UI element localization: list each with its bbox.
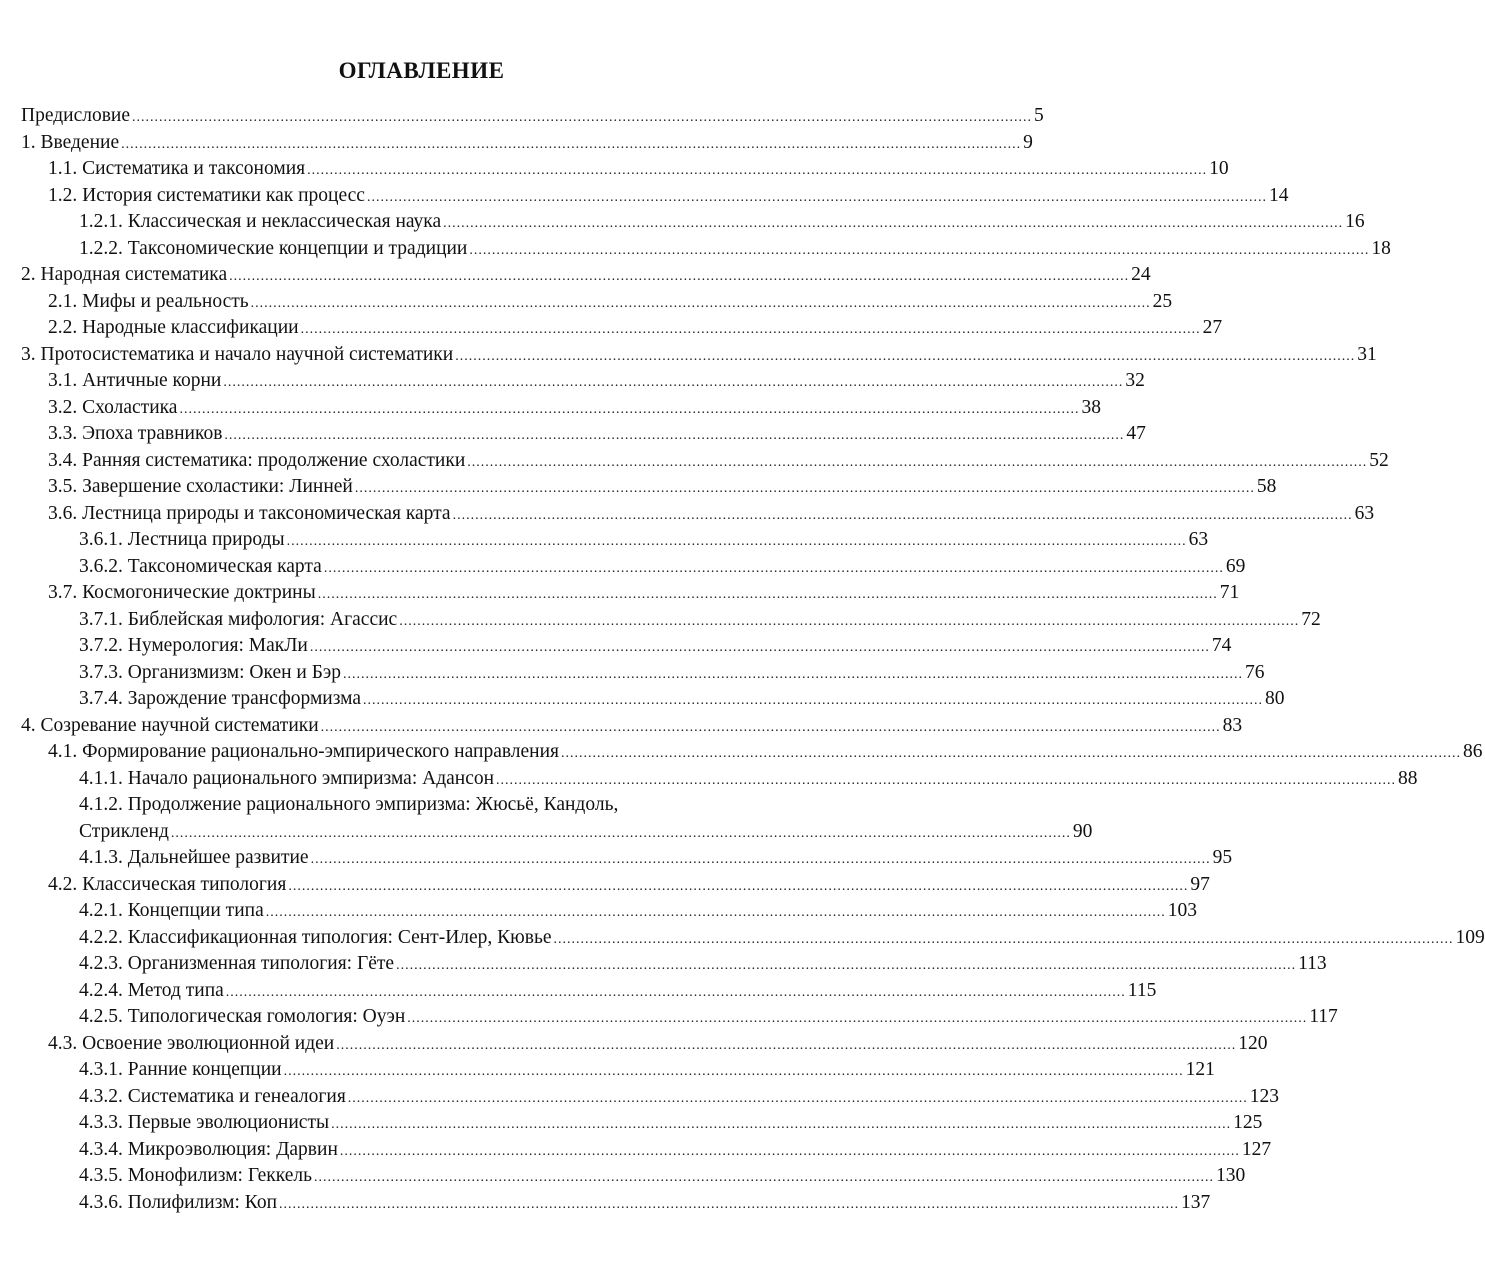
toc-entry-label: 2.1. Мифы и реальность xyxy=(48,290,249,312)
toc-entry-label: 3.5. Завершение схоластики: Линней xyxy=(48,476,353,497)
toc-entry xyxy=(0,289,1173,316)
dot-leader: ........................................................................................................................................................................................................ xyxy=(317,587,1218,602)
dot-leader: ........................................................................................................................................................................................................ xyxy=(455,348,1356,364)
toc-entry-label: 4.2. Классическая типология xyxy=(48,873,287,895)
toc-entry xyxy=(0,236,1391,263)
dot-leader: ........................................................................................................................................................................................................ xyxy=(320,719,1221,735)
toc-entry xyxy=(0,660,1265,687)
toc-page-number: 5 xyxy=(1034,105,1044,126)
toc-page-number: 97 xyxy=(1190,873,1210,895)
toc-page-number: 31 xyxy=(1357,343,1377,365)
toc-entry-label: 4.3.6. Полифилизм: Коп xyxy=(79,1191,278,1213)
toc-page-number: 14 xyxy=(1268,184,1289,206)
toc-page-number: 27 xyxy=(1202,317,1223,338)
toc-entry xyxy=(0,925,1485,952)
toc-entry-label: 4.1.1. Начало рационального эмпиризма: Адансон xyxy=(79,767,495,789)
toc-entry xyxy=(0,130,1033,157)
dot-leader: ........................................................................................................................................................................................................ xyxy=(443,216,1344,231)
toc-entry xyxy=(0,872,1210,899)
toc-entry-label: 4.2.1. Концепции типа xyxy=(79,900,264,921)
toc-entry-label: 2. Народная систематика xyxy=(21,264,228,285)
toc-entry-label: 4.1.3. Дальнейшее развитие xyxy=(79,847,309,868)
toc-entry-label: Предисловие xyxy=(21,105,131,126)
toc-entry-label: 4.3.4. Микроэволюция: Дарвин xyxy=(79,1138,338,1160)
dot-leader: ........................................................................................................................................................................................................ xyxy=(132,110,1033,125)
toc-entry-label: 3.7. Космогонические доктрины xyxy=(48,582,316,603)
toc-page-number: 47 xyxy=(1126,423,1146,444)
toc-entry xyxy=(0,501,1375,528)
toc-page-number: 115 xyxy=(1127,979,1157,1001)
toc-entry-label: 3.7.1. Библейская мифология: Агассис xyxy=(79,608,398,630)
toc-entry xyxy=(0,209,1365,236)
toc-entry-label: 2.2. Народные классификации xyxy=(48,317,299,338)
toc-entry xyxy=(0,951,1327,978)
toc-entry-label: 3.4. Ранняя систематика: продолжение схоластики xyxy=(48,449,466,471)
toc-entry-label: 4.2.5. Типологическая гомология: Оуэн xyxy=(79,1006,406,1027)
table-of-contents xyxy=(0,103,1485,1216)
toc-page-number: 10 xyxy=(1209,158,1229,179)
toc-entry xyxy=(0,686,1285,713)
toc-entry-label: 3.7.3. Организмизм: Окен и Бэр xyxy=(79,661,342,683)
dot-leader: ........................................................................................................................................................................................................ xyxy=(314,1170,1215,1185)
toc-entry-label: 4.1. Формирование рационально-эмпирического направления xyxy=(48,741,560,762)
dot-leader: ........................................................................................................................................................................................................ xyxy=(354,481,1255,496)
toc-page-number: 74 xyxy=(1211,635,1232,656)
toc-entry xyxy=(0,103,1044,130)
toc-entry xyxy=(0,580,1240,607)
toc-entry xyxy=(0,1057,1215,1084)
toc-entry xyxy=(0,739,1483,766)
toc-entry xyxy=(0,527,1209,554)
toc-entry-label: 3.7.2. Нумерология: МакЛи xyxy=(79,635,308,656)
dot-leader: ........................................................................................................................................................................................................ xyxy=(279,1196,1180,1212)
dot-leader: ........................................................................................................................................................................................................ xyxy=(223,375,1124,390)
toc-entry-label: 1.1. Систематика и таксономия xyxy=(48,158,306,179)
toc-page-number: 25 xyxy=(1152,290,1173,312)
toc-page-number: 32 xyxy=(1125,370,1145,391)
toc-entry xyxy=(0,315,1223,342)
toc-entry-label: 3.3. Эпоха травников xyxy=(48,423,223,444)
toc-page-number: 71 xyxy=(1219,582,1240,603)
dot-leader: ........................................................................................................................................................................................................ xyxy=(339,1143,1240,1159)
page-title: ОГЛАВЛЕНИЕ xyxy=(338,58,505,83)
toc-entry xyxy=(0,1004,1338,1031)
toc-page-number: 109 xyxy=(1455,926,1485,948)
dot-leader: ........................................................................................................................................................................................................ xyxy=(407,1011,1308,1026)
dot-leader: ........................................................................................................................................................................................................ xyxy=(307,163,1208,178)
toc-entry xyxy=(0,262,1151,289)
toc-entry-label: 4.2.2. Классификационная типология: Сент-Илер, Кювье xyxy=(79,926,552,948)
dot-leader: ........................................................................................................................................................................................................ xyxy=(496,772,1397,788)
toc-entry xyxy=(0,368,1145,395)
toc-page-number: 80 xyxy=(1265,688,1285,709)
dot-leader: ........................................................................................................................................................................................................ xyxy=(283,1064,1184,1079)
toc-page-number: 103 xyxy=(1167,900,1197,921)
toc-entry-label: 1.2. История систематики как процесс xyxy=(48,184,365,206)
toc-entry xyxy=(0,342,1377,369)
toc-page-number: 117 xyxy=(1309,1006,1338,1027)
toc-page-number: 24 xyxy=(1131,264,1151,285)
toc-entry-label: 3. Протосистематика и начало научной систематики xyxy=(21,343,454,365)
toc-entry xyxy=(0,474,1277,501)
dot-leader: ........................................................................................................................................................................................................ xyxy=(561,746,1462,761)
dot-leader: ........................................................................................................................................................................................................ xyxy=(225,984,1126,1000)
toc-entry xyxy=(0,1137,1272,1164)
toc-page-number: 137 xyxy=(1181,1191,1211,1213)
toc-entry-label: 3.1. Античные корни xyxy=(48,370,222,391)
toc-entry xyxy=(0,978,1157,1005)
toc-page-number: 9 xyxy=(1023,131,1033,153)
toc-entry-label: 1.2.2. Таксономические концепции и традиции xyxy=(79,237,468,259)
dot-leader: ........................................................................................................................................................................................................ xyxy=(309,640,1210,655)
toc-entry-label: 3.2. Схоластика xyxy=(48,396,178,418)
toc-page-number: 52 xyxy=(1369,449,1389,471)
toc-page-number: 63 xyxy=(1188,529,1209,550)
toc-entry-label: 4.1.2. Продолжение рационального эмпиризма: Жюсьё, Кандоль, xyxy=(79,794,619,815)
dot-leader: ........................................................................................................................................................................................................ xyxy=(452,507,1353,523)
dot-leader: ........................................................................................................................................................................................................ xyxy=(310,852,1211,867)
dot-leader: ........................................................................................................................................................................................................ xyxy=(366,189,1267,205)
toc-entry xyxy=(0,395,1101,422)
toc-page-number: 123 xyxy=(1249,1085,1280,1107)
toc-entry-label: 3.6. Лестница природы и таксономическая карта xyxy=(48,502,451,524)
dot-leader: ........................................................................................................................................................................................................ xyxy=(250,295,1151,311)
toc-page-number: 113 xyxy=(1298,953,1327,974)
dot-leader: ........................................................................................................................................................................................................ xyxy=(399,613,1300,629)
toc-entry-label: 4.3. Освоение эволюционной идеи xyxy=(48,1032,335,1054)
toc-entry xyxy=(0,156,1229,183)
toc-page-number: 121 xyxy=(1185,1059,1215,1080)
dot-leader: ........................................................................................................................................................................................................ xyxy=(179,401,1080,417)
toc-entry xyxy=(0,448,1389,475)
toc-entry xyxy=(0,633,1232,660)
toc-page-number: 16 xyxy=(1345,211,1365,232)
toc-entry xyxy=(0,898,1197,925)
toc-entry-label: 4.3.2. Систематика и генеалогия xyxy=(79,1085,346,1107)
toc-entry-label: 3.6.2. Таксономическая карта xyxy=(79,555,322,577)
toc-entry xyxy=(0,183,1289,210)
toc-entry xyxy=(0,1031,1268,1058)
dot-leader: ........................................................................................................................................................................................................ xyxy=(396,958,1297,973)
toc-entry xyxy=(0,607,1321,634)
dot-leader: ........................................................................................................................................................................................................ xyxy=(170,825,1071,841)
toc-page-number: 130 xyxy=(1216,1165,1246,1186)
toc-entry xyxy=(0,845,1233,872)
dot-leader: ........................................................................................................................................................................................................ xyxy=(265,905,1166,920)
toc-page-number: 76 xyxy=(1245,661,1265,683)
dot-leader: ........................................................................................................................................................................................................ xyxy=(363,693,1264,708)
dot-leader: ........................................................................................................................................................................................................ xyxy=(229,269,1130,284)
toc-page-number: 88 xyxy=(1398,767,1418,789)
toc-page-number: 58 xyxy=(1256,476,1277,497)
dot-leader: ........................................................................................................................................................................................................ xyxy=(300,322,1201,337)
toc-entry-continuation: Стрикленд xyxy=(79,820,169,842)
toc-page-number: 127 xyxy=(1241,1138,1272,1160)
toc-page-number: 86 xyxy=(1463,741,1483,762)
dot-leader: ........................................................................................................................................................................................................ xyxy=(288,878,1189,894)
dot-leader: ........................................................................................................................................................................................................ xyxy=(336,1037,1237,1053)
toc-entry xyxy=(0,1084,1280,1111)
dot-leader: ........................................................................................................................................................................................................ xyxy=(323,560,1224,576)
dot-leader: ........................................................................................................................................................................................................ xyxy=(121,136,1022,152)
toc-entry xyxy=(0,1190,1211,1217)
toc-page-number: 90 xyxy=(1072,820,1093,842)
toc-entry-label: 3.6.1. Лестница природы xyxy=(79,529,285,550)
dot-leader: ........................................................................................................................................................................................................ xyxy=(331,1117,1232,1132)
toc-page-number: 69 xyxy=(1225,555,1246,577)
toc-entry-label: 4. Созревание научной систематики xyxy=(21,714,319,736)
toc-entry xyxy=(0,421,1146,448)
toc-entry xyxy=(0,1110,1263,1137)
dot-leader: ........................................................................................................................................................................................................ xyxy=(469,242,1370,258)
dot-leader: ........................................................................................................................................................................................................ xyxy=(347,1090,1248,1106)
toc-entry-label: 3.7.4. Зарождение трансформизма xyxy=(79,688,362,709)
toc-page-number: 38 xyxy=(1081,396,1101,418)
toc-page-number: 83 xyxy=(1222,714,1243,736)
dot-leader: ........................................................................................................................................................................................................ xyxy=(467,454,1368,470)
toc-entry xyxy=(0,713,1243,740)
dot-leader: ........................................................................................................................................................................................................ xyxy=(343,666,1244,682)
toc-entry-label: 1. Введение xyxy=(21,131,120,153)
toc-entry-label: 4.3.3. Первые эволюционисты xyxy=(79,1112,330,1133)
toc-entry-label: 1.2.1. Классическая и неклассическая наука xyxy=(79,211,442,232)
toc-page-number: 125 xyxy=(1233,1112,1263,1133)
toc-page-number: 72 xyxy=(1301,608,1321,630)
toc-entry xyxy=(0,766,1418,793)
toc-entry-label: 4.2.4. Метод типа xyxy=(79,979,224,1001)
toc-entry xyxy=(0,1163,1246,1190)
toc-entry xyxy=(0,554,1246,581)
toc-entry-label: 4.3.1. Ранние концепции xyxy=(79,1059,282,1080)
toc-entry-label: 4.2.3. Организменная типология: Гёте xyxy=(79,953,395,974)
dot-leader: ........................................................................................................................................................................................................ xyxy=(224,428,1125,443)
dot-leader: ........................................................................................................................................................................................................ xyxy=(286,534,1187,549)
toc-page-number: 63 xyxy=(1354,502,1375,524)
dot-leader: ........................................................................................................................................................................................................ xyxy=(553,931,1454,947)
toc-entry-label: 4.3.5. Монофилизм: Геккель xyxy=(79,1165,313,1186)
toc-page-number: 120 xyxy=(1238,1032,1268,1054)
toc-page-number: 18 xyxy=(1371,237,1391,259)
toc-page-number: 95 xyxy=(1212,847,1233,868)
toc-entry xyxy=(0,819,1093,846)
